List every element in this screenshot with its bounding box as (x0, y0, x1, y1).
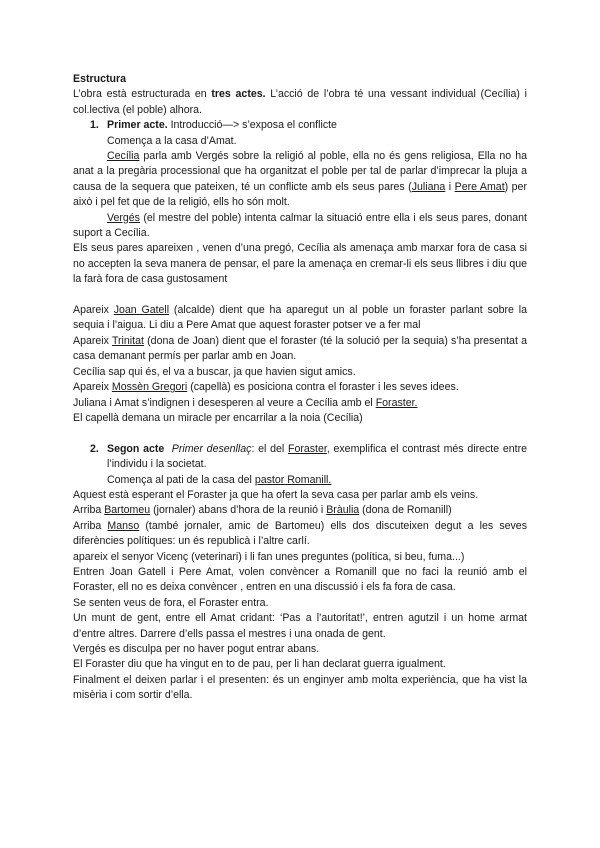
act1-paragraph-9: El capellà demana un miracle per encarrilar a la noia (Cecília) (73, 411, 363, 424)
act1-list-item (73, 118, 527, 149)
act2-paragraph-5: Entren Joan Gatell i Pere Amat, volen convèncer a Romanill que no faci la reunió amb el Foraster, ell no es deixa convèncer , entren en una discussió i els fa fora de casa. (73, 565, 527, 594)
paragraph-text: Apareix (73, 334, 112, 347)
paragraph-text: Arriba (73, 519, 108, 532)
intro-text-end: L’acció de l’obra té una vessant individual (Cecília) i col.lectiva (el poble) alhora. (73, 88, 527, 116)
character-name: pastor Romanill. (254, 473, 332, 486)
act2-paragraph-3 (73, 519, 527, 550)
paragraph-text: Juliana i Amat s’indignen i desesperen al veure a Cecília amb el (73, 396, 376, 409)
paragraph-text: (també jornaler, amic de Bartomeu) ells dos discuteixen degut a les seves diferències polítiques: un és republicà i l’altre carlí. (73, 519, 527, 548)
act1-paragraph-6: Cecília sap qui és, el va a buscar, ja que havien sigut amics. (73, 365, 356, 378)
paragraph-gap (73, 288, 527, 303)
paragraph-text: parla amb Vergés sobre la religió al poble, ella no és gens religiosa, Ella no ha anat a la pregària processional que ha organitzat el poble per tal de parlar d’imprecar la pluja a causa de la sequera que pateixen, té un conflicte amb els seus pares ( (73, 150, 527, 193)
act1-paragraph-4 (73, 303, 527, 334)
paragraph-text: (el mestre del poble) intenta calmar la situació entre ella i els seus pares, donant suport a Cecília. (73, 211, 527, 240)
act2-list-item (73, 442, 527, 488)
paragraph-text: (dona de Romanill) (359, 504, 452, 517)
character-name: Trinitat (111, 334, 144, 347)
act1-paragraph-8 (73, 396, 527, 411)
act2-paragraph-10: Finalment el deixen parlar i el presenten: és un enginyer amb molta experiència, que ha vist la misèria i com sortir d’ella. (73, 673, 527, 702)
character-name: Joan Gatell (113, 304, 170, 317)
paragraph-text: : el del (251, 442, 288, 455)
act1-paragraph-7 (73, 380, 527, 395)
paragraph-text: i (445, 180, 455, 193)
paragraph-text: (jornaler) abans d’hora de la reunió i (150, 504, 327, 517)
act1-intro: Introducció—> s’exposa el conflicte (167, 119, 337, 132)
character-name: Pere Amat (454, 180, 505, 193)
act1-paragraph-1 (73, 149, 527, 211)
act2-paragraph-6: Se senten veus de fora, el Foraster entra. (73, 596, 269, 609)
act2-paragraph-1: Aquest està esperant el Foraster ja que ha ofert la seva casa per parlar amb els veins. (73, 488, 479, 501)
act2-paragraph-9: El Foraster diu que ha vingut en to de pau, per li han declarat guerra igualment. (73, 658, 446, 671)
act2-title: Segon acte (107, 442, 165, 455)
act2-location (107, 473, 527, 488)
paragraph-text: (dona de Joan) dient que el foraster (té la solució per la sequia) s’ha presentat a casa demanant permís per parlar amb en Joan. (73, 334, 527, 363)
act1-paragraph-2 (73, 211, 527, 242)
paragraph-text: (alcalde) dient que ha aparegut un al poble un foraster parlant sobre la sequia i l’aigua. Li diu a Pere Amat que aquest foraster potser ve a fer mal (73, 304, 527, 332)
act2-paragraph-7: Un munt de gent, entre ell Amat cridant: ‘Pas a l’autoritat!’, entren agutzil i un home armat d’entre altres. Darrere d’ells passa el mestres i una onada de gent. (73, 612, 527, 640)
paragraph-gap (73, 426, 527, 441)
act1-number: 1. (90, 119, 99, 132)
act1-paragraph-5 (73, 334, 527, 365)
intro-paragraph (73, 87, 527, 118)
paragraph-text: Apareix (73, 381, 112, 394)
character-name: Bartomeu (104, 504, 151, 517)
act2-paragraph-2 (73, 503, 527, 518)
act2-number: 2. (90, 442, 99, 455)
character-name: Foraster (287, 442, 327, 455)
act2-paragraph-4: apareix el senyor Vicenç (veterinari) i li fan unes preguntes (política, si beu, fuma...) (73, 550, 465, 563)
document-content (73, 72, 527, 704)
character-name: Cecília (107, 150, 140, 163)
paragraph-text: Apareix (73, 304, 114, 317)
paragraph-text: (capellà) es posiciona contra el foraster i les seves idees. (187, 381, 459, 394)
section-heading: Estructura (73, 73, 126, 85)
act1-title-line (107, 118, 527, 133)
character-name: Foraster. (375, 396, 418, 409)
character-name: Bràulia (326, 504, 360, 517)
act1-title: Primer acte. (107, 119, 168, 132)
character-name: Juliana (411, 180, 446, 193)
act2-paragraph-8: Vergés es disculpa per no haver pogut entrar abans. (73, 643, 320, 655)
paragraph-text: Comença al pati de la casa del (107, 473, 255, 486)
act1-paragraph-3: Els seus pares apareixen , venen d’una pregó, Cecília als amenaça amb marxar fora de casa si no accepten la seva manera de pensar, el pare la amenaça en cremar-li els seus llibres i diu que la farà fora de casa gustosament (73, 242, 527, 286)
act2-subtitle: Primer desenllaç (171, 442, 252, 455)
act1-location: Comença a la casa d’Amat. (107, 134, 237, 147)
character-name: Manso (107, 519, 140, 532)
paragraph-text: ) per això i pel fet que de la religió, ells ho són molt. (73, 180, 527, 209)
paragraph-text: Arriba (73, 504, 105, 517)
intro-bold: tres actes. (211, 88, 266, 101)
paragraph-text: , exemplifica el contrast més directe entre l’individu i la societat. (107, 442, 528, 471)
act2-title-line (107, 442, 527, 473)
intro-text: L’obra està estructurada en (73, 88, 212, 101)
character-name: Vergés (107, 211, 140, 224)
character-name: Mossèn Gregori (111, 381, 188, 394)
